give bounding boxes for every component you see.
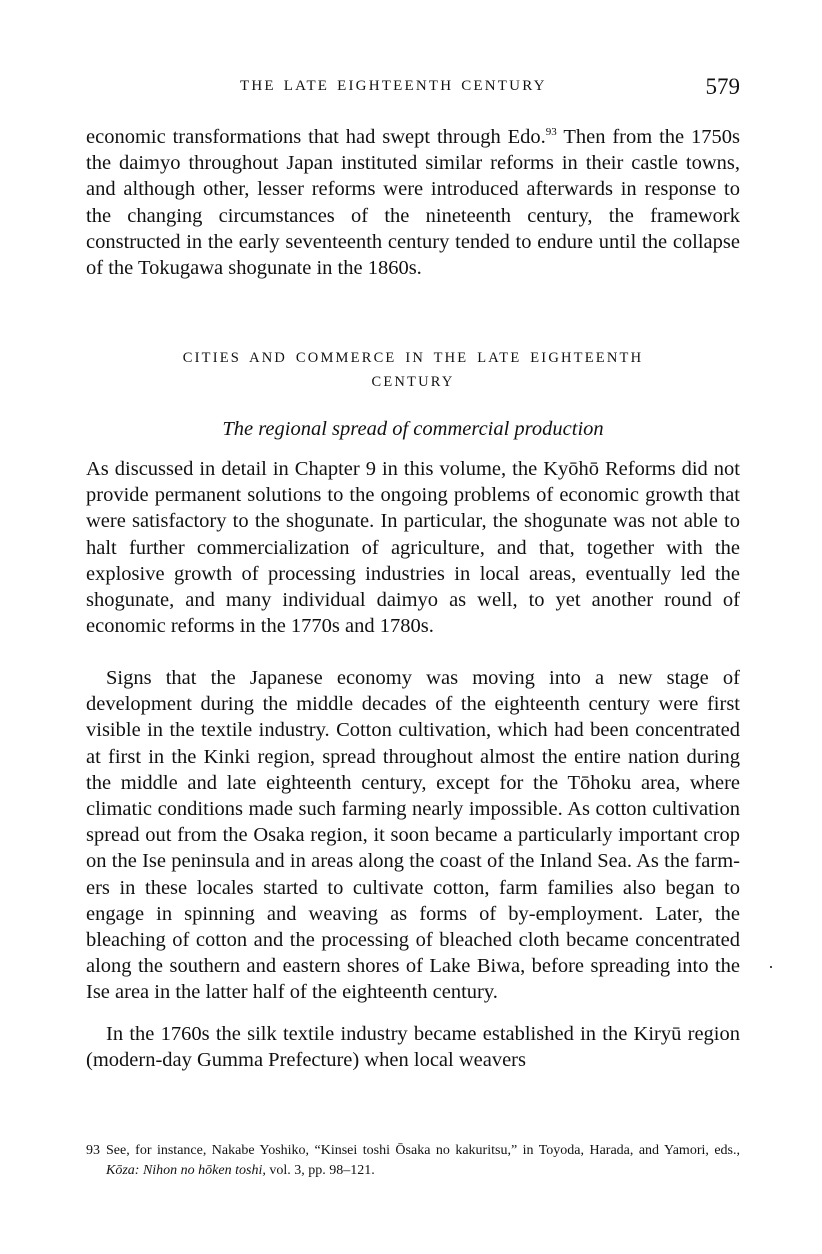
print-speck: [770, 966, 772, 968]
footnote: [86, 1141, 740, 1181]
page-number: 579: [705, 74, 740, 99]
running-head: [86, 72, 740, 102]
paragraph-2: As discussed in detail in Chapter 9 in this volume, the Kyōhō Reforms did not provide permanent solutions to the ongoing problems of economic growth that were satisfactory to the shogunate. In particular, the shogunate was not able to halt further commercialization of agriculture, and that, together with the explosive growth of processing industries in local areas, eventually led the shogunate, and many individual daimyo as well, to yet another round of economic reforms in the 1770s and 1780s.: [86, 458, 740, 638]
paragraph-1-text-end: Then from the 1750s the daimyo throughout Japan instituted similar reforms in their castle towns, and although other, lesser reforms were introduced afterwards in response to the changing circumstances of the nineteenth century, the framework constructed in the early seventeenth century tended to endure until the collapse of the Tokugawa shogunate in the 1860s.: [86, 126, 740, 280]
subsection-heading: The regional spread of commercial production: [222, 418, 604, 440]
footnote-text-start: See, for instance, Nakabe Yoshiko, “Kinsei toshi Ōsaka no kakuritsu,” in Toyoda, Harada, and Yamori, eds.,: [106, 1143, 740, 1158]
paragraph-3: Signs that the Japanese economy was moving into a new stage of development during the middle decades of the eighteenth century were first visible in the textile industry. Cotton cultivation, which had been concentrated at first in the Kinki region, spread throughout almost the entire nation during the middle and late eighteenth century, except for the Tōhoku area, where climatic conditions made such farming nearly impossible. As cotton cultivation spread out from the Osaka region, it soon became a particularly important crop on the Ise peninsula and in areas along the coast of the Inland Sea. As the farmers in these locales started to cultivate cotton, farm families also began to engage in spinning and weaving as forms of by-employment. Later, the bleaching of cotton and the processing of bleached cloth became concentrated along the southern and eastern shores of Lake Biwa, before spreading into the Ise area in the latter half of the eighteenth century.: [86, 667, 740, 1004]
footnote-italic-title: Kōza: Nihon no hōken toshi,: [106, 1163, 266, 1178]
footnote-number: 93: [86, 1143, 100, 1158]
paragraph-4: In the 1760s the silk textile industry became established in the Kiryū region (modern-day Gumma Prefecture) when local weavers: [86, 1023, 740, 1072]
running-head-title: THE LATE EIGHTEENTH CENTURY: [240, 78, 547, 94]
footnote-text-end: vol. 3, pp. 98–121.: [265, 1163, 375, 1178]
paragraph-continued: [86, 124, 740, 281]
section-heading: [126, 346, 700, 394]
paragraph-1-text-start: economic transformations that had swept through Edo.: [86, 126, 546, 148]
footnote-reference: 93: [545, 126, 557, 138]
section-heading-line-2: CENTURY: [371, 374, 455, 390]
section-heading-line-1: CITIES AND COMMERCE IN THE LATE EIGHTEENTH: [182, 350, 644, 366]
